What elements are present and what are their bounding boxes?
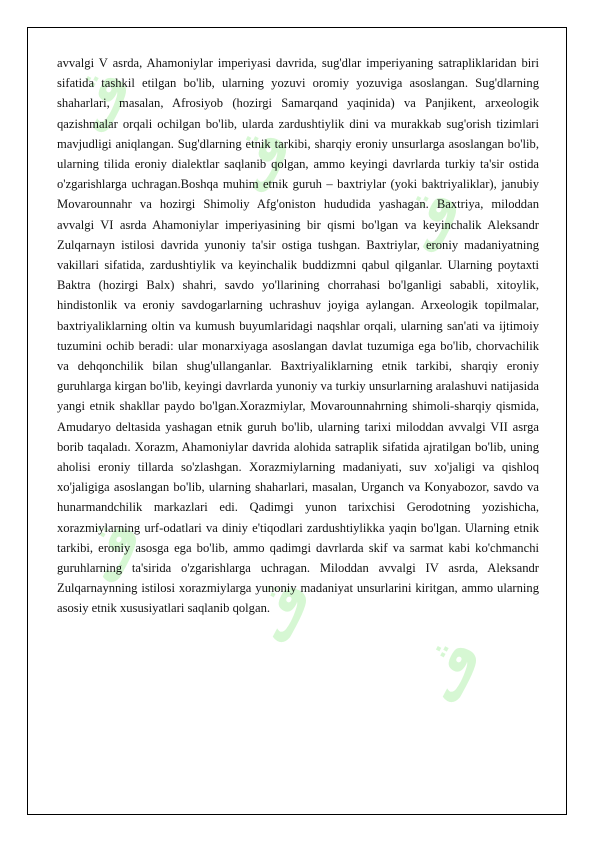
watermark-mark: ڤ	[408, 629, 494, 714]
watermark-mark: ڤ	[238, 569, 324, 654]
watermark-mark: ڤ	[58, 59, 144, 144]
watermark-mark: ڤ	[388, 179, 474, 264]
watermark-mark: ڤ	[218, 119, 304, 204]
watermark-mark: ڤ	[68, 509, 154, 594]
body-paragraph: avvalgi V asrda, Ahamoniylar imperiyasi davrida, sug'dlar imperiyaning satrapliklaridan biri sifatida tashkil etilgan bo'lib, ularning yozuvi oromiy yozuviga asoslangan. Sug'dlarning shaharlari, masalan, Afrosiyob (hozirgi Samarqand yaqinida) va Panjikent, arxeologik qazishmalar orqali ochilgan bo'lib, ularda zardushtiylik dini va murakkab sug'orish tizimlari mavjudligi aniqlangan. Sug'dlarning etnik tarkibi, sharqiy eroniy unsurlarga asoslangan bo'lib, ularning tilida eroniy dialektlar saqlanib qolgan, ammo keyingi davrlarda turkiy ta'sir ostida o'zgarishlarga uchragan.Boshqa muhim etnik guruh – baxtriylar (yoki baktriyaliklar), janubiy Movarounnahr va hozirgi Shimoliy Afg'oniston hududida yashagan. Baxtriya, miloddan avvalgi VI asrda Ahamoniylar imperiyasining bir qismi bo'lgan va keyinchalik Aleksandr Zulqarnayn istilosi davrida yunoniy ta'sir ostiga tushgan. Baxtriylar, eroniy madaniyatning vakillari sifatida, zardushtiylik va keyinchalik buddizmni qabul qilganlar. Ularning poytaxti Baktra (hozirgi Balx) shahri, savdo yo'llarining chorrahasi bo'lganligi sababli, xitoylik, hindistonlik va eroniy savdogarlarning uchrashuv joyiga aylangan. Arxeologik topilmalar, baxtriyaliklarning oltin va kumush buyumlaridagi naqshlar orqali, ularning san'ati va ijtimoiy tuzumini ochib beradi: ular monarxiyaga asoslangan davlat tuzumiga ega bo'lib, chorvachilik va dehqonchilik bilan shug'ullanganlar. Baxtriyaliklarning etnik tarkibi, sharqiy eroniy guruhlarga kirgan bo'lib, keyingi davrlarda yunoniy va turkiy unsurlarning aralashuvi natijasida yangi etnik shakllar paydo bo'lgan.Xorazmiylar, Movarounnahrning shimoli-sharqiy qismida, Amudaryo deltasida yashagan etnik guruh bo'lib, ularning tarixi miloddan avvalgi VII asrga borib taqaladı. Xorazm, Ahamoniylar davrida alohida satraplik sifatida ajratilgan bo'lib, uning aholisi eroniy tillarda so'zlashgan. Xorazmiylarning madaniyati, suv xo'jaligi va qishloq xo'jaligiga asoslangan bo'lib, ularning shaharlari, masalan, Urganch va Konyabozor, savdo va hunarmandchilik markazlari edi. Qadimgi yunon tarixchisi Gerodotning yozishicha, xorazmiylarning urf-odatlari va diniy e'tiqodlari zardushtiylikka yaqin bo'lgan. Ularning etnik tarkibi, eroniy asosga ega bo'lib, ammo qadimgi davrlarda skif va sarmat kabi ko'chmanchi guruhlarning ta'sirida o'zgarishlarga uchragan. Miloddan avvalgi IV asrda, Aleksandr Zulqarnaynning istilosi xorazmiylarga yunoniy madaniyat unsurlarini kiritgan, ammo ularning asosiy etnik xususiyatlari saqlanib qolgan.	[57, 56, 539, 616]
document-body	[57, 53, 539, 619]
